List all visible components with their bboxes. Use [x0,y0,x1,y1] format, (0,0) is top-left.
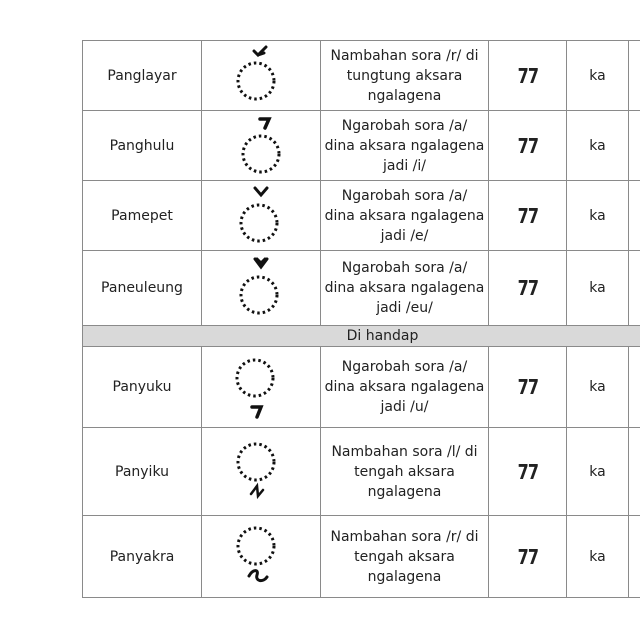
table-row [83,516,640,598]
glyph-text: 77 [517,276,538,300]
description-line: jadi /eu/ [376,300,433,316]
panyakra-mark-icon [231,519,291,595]
description-cell [321,428,489,516]
description-line: Nambahan sora /r/ di [330,47,479,64]
description-line: tungtung aksara [346,67,463,84]
diacritic-name: Panyakra [83,516,202,598]
panyiku-mark-icon [231,432,291,512]
diacritic-name: Panyuku [83,347,202,428]
latin-cell: ka [567,428,629,516]
description-line: tengah aksara [354,548,455,565]
diacritic-name: Panglayar [83,41,202,111]
glyph-cell [489,516,567,598]
table-row [83,251,640,326]
mark-cell [202,181,321,251]
glyph-text: 77 [517,133,538,158]
diacritics-table [82,40,640,598]
description-line: Ngarobah sora /a/ [341,187,468,204]
description-line: ngalagena [367,483,442,500]
latin-cell: ka [567,181,629,251]
description-line: Ngarobah sora /a/ [341,117,468,134]
latin-cell: ka [567,111,629,181]
description-line: jadi /i/ [382,157,427,174]
description-line: Nambahan sora /l/ di [331,443,478,460]
table-row [83,41,640,111]
extra-cell [629,111,640,181]
glyph-text: 77 [517,375,538,399]
description-line: jadi /e/ [380,227,429,244]
table-row [83,428,640,516]
table-row [83,181,640,251]
description-line: Ngarobah sora /a/ [341,260,468,276]
mark-cell [202,41,321,111]
diacritic-name: Pamepet [83,181,202,251]
diacritic-name: Paneuleung [83,251,202,326]
table-row [83,111,640,181]
latin-cell: ka [567,41,629,111]
diacritic-name: Panyiku [83,428,202,516]
extra-cell [629,428,640,516]
extra-cell [629,516,640,598]
table-row [83,347,640,428]
paneuleung-mark-icon [231,253,291,323]
description-line: dina aksara ngalagena [324,137,485,154]
glyph-cell [489,111,567,181]
description-line: dina aksara ngalagena [324,280,485,296]
glyph-text: 77 [517,203,538,228]
mark-cell [202,347,321,428]
diacritic-name: Panghulu [83,111,202,181]
panglayar-mark-icon [231,43,291,109]
section-label: Di handap [83,326,640,347]
description-line: tengah aksara [354,463,455,480]
glyph-cell [489,251,567,326]
latin-cell: ka [567,516,629,598]
extra-cell [629,181,640,251]
mark-cell [202,428,321,516]
description-cell [321,181,489,251]
panghulu-mark-icon [231,113,291,179]
latin-cell: ka [567,347,629,428]
description-line: jadi /u/ [380,399,429,415]
description-line: Ngarobah sora /a/ [341,359,468,375]
glyph-cell [489,428,567,516]
mark-cell [202,516,321,598]
description-line: dina aksara ngalagena [324,207,485,224]
section-header-row [83,326,640,347]
glyph-cell [489,41,567,111]
glyph-text: 77 [517,63,538,88]
extra-cell [629,347,640,428]
extra-cell [629,41,640,111]
mark-cell [202,111,321,181]
glyph-cell [489,347,567,428]
description-line: ngalagena [367,568,442,585]
description-line: Nambahan sora /r/ di [330,528,479,545]
mark-cell [202,251,321,326]
description-cell [321,251,489,326]
latin-cell: ka [567,251,629,326]
description-cell [321,347,489,428]
description-cell [321,516,489,598]
description-line: dina aksara ngalagena [324,379,485,395]
glyph-cell [489,181,567,251]
panyuku-mark-icon [231,350,291,424]
pamepet-mark-icon [231,183,291,249]
extra-cell [629,251,640,326]
description-line: ngalagena [367,87,442,104]
glyph-text: 77 [517,459,538,484]
glyph-text: 77 [517,544,538,569]
description-cell [321,41,489,111]
description-cell [321,111,489,181]
